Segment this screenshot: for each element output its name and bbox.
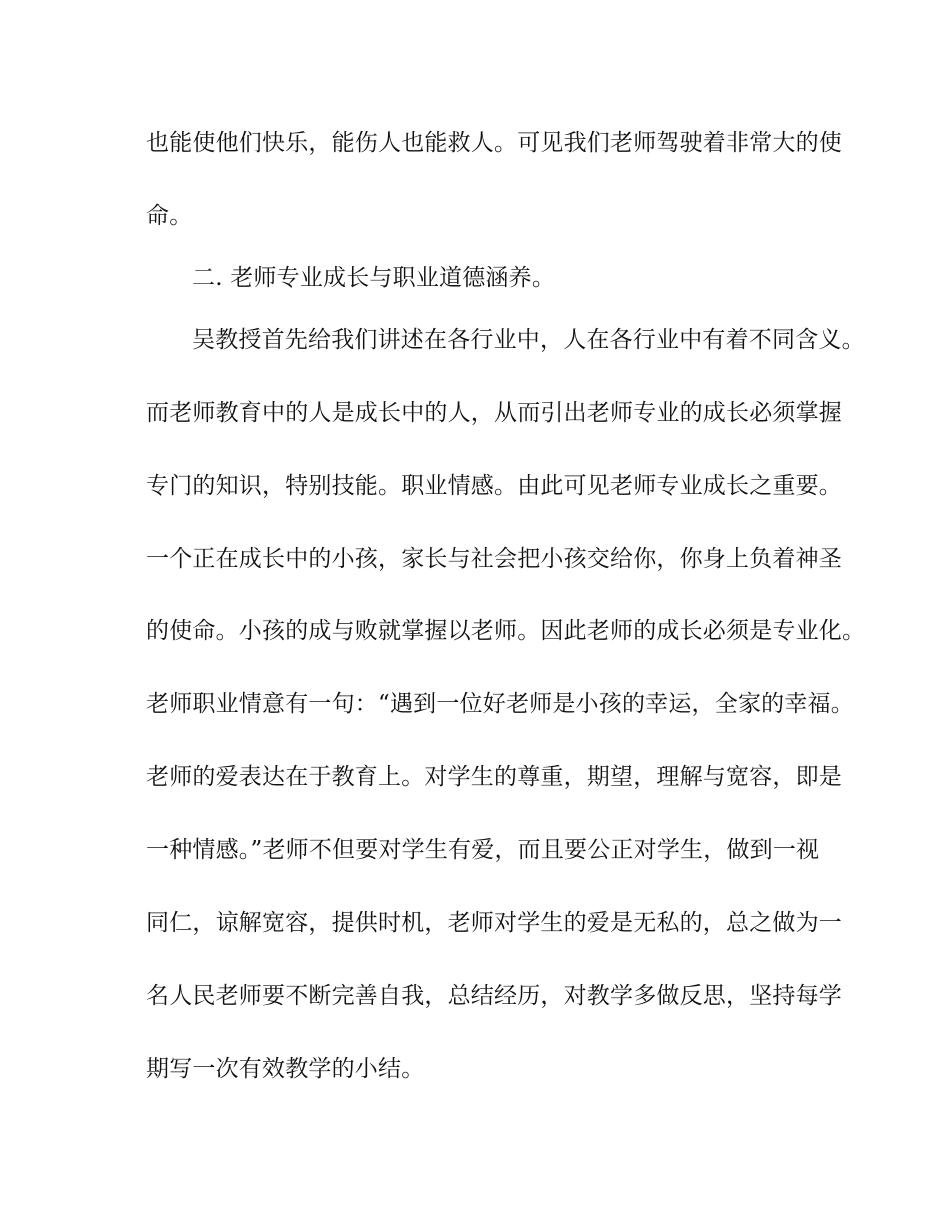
text-line-2: 命。	[146, 203, 193, 229]
text-line-4: 吴教授首先给我们讲述在各行业中，人在各行业中有着不同含义。	[192, 327, 865, 353]
text-line-6: 专门的知识，特别技能。职业情感。由此可见老师专业成长之重要。	[146, 473, 842, 499]
text-line-5: 而老师教育中的人是成长中的人，从而引出老师专业的成长必须掌握	[146, 400, 842, 426]
text-line-12: 同仁，谅解宽容，提供时机，老师对学生的爱是无私的，总之做为一	[146, 910, 842, 936]
text-line-8: 的使命。小孩的成与败就掌握以老师。因此老师的成长必须是专业化。	[146, 618, 866, 644]
text-line-14: 期写一次有效教学的小结。	[146, 1056, 425, 1082]
text-line-9: 老师职业情意有一句：“遇到一位好老师是小孩的幸运，全家的幸福。	[146, 691, 854, 717]
text-line-7: 一个正在成长中的小孩，家长与社会把小孩交给你，你身上负着神圣	[146, 546, 842, 572]
text-line-11: 一种情感。”老师不但要对学生有爱，而且要公正对学生，做到一视	[146, 837, 820, 863]
text-line-10: 老师的爱表达在于教育上。对学生的尊重，期望，理解与宽容，即是	[146, 764, 842, 790]
text-line-13: 名人民老师要不断完善自我，总结经历，对教学多做反思，坚持每学	[146, 983, 842, 1009]
text-line-1: 也能使他们快乐，能伤人也能救人。可见我们老师驾驶着非常大的使	[146, 130, 842, 156]
section-heading: 二. 老师专业成长与职业道德涵养。	[192, 265, 556, 291]
